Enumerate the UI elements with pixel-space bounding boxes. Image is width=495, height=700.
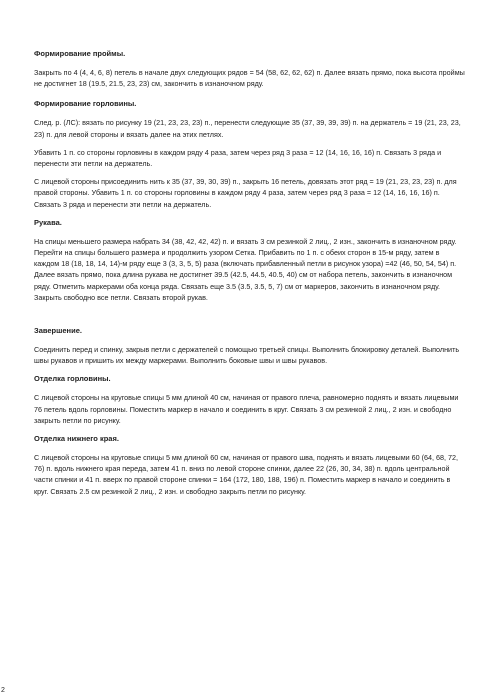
paragraph-neckline-1: След. р. (ЛС): вязать по рисунку 19 (21, 23, 23, 23) п., перенести следующие 35 (37, 39, 39, 39) п. на держатель = 19 (21, 23, 23, 23) п. для левой стороны и вязать далее на этих петлях. — [34, 118, 461, 139]
section-heading-armhole: Формирование проймы. — [34, 49, 126, 58]
paragraph-neckline-2: Убавить 1 п. со стороны горловины в каждом ряду 4 раза, затем через ряд 3 раза = 12 (14, 16, 16, 16) п. Связать 3 ряда и перенести эти петли на держатель. — [34, 147, 442, 169]
section-heading-sleeves: Рукава. — [34, 217, 62, 227]
page-number: 2 — [1, 687, 5, 694]
section-heading-neckline: Формирование горловины. — [34, 99, 137, 109]
section-heading-finishing: Завершение. — [34, 326, 82, 336]
paragraph-armhole: Закрыть по 4 (4, 4, 6, 8) петель в начале двух следующих рядов = 54 (58, 62, 62, 62) п. Далее вязать прямо, пока высота проймы не достигнет 18 (19.5, 21.5, 23, 23) см, закончить в изнаночном ряду. — [34, 68, 465, 89]
section-heading-bottom-trim: Отделка нижнего края. — [34, 434, 119, 444]
document-content — [34, 48, 466, 504]
paragraph-neck-trim: С лицевой стороны на круговые спицы 5 мм длиной 40 см, начиная от правого плеча, равномерно поднять и вязать лицевыми 76 петель вдоль горловины. Поместить маркер в начало и соединить в круг. Связать 3 см резинкой 2 лиц., 2 изн. и свободно закрыть петли по рисунку. — [34, 393, 459, 425]
paragraph-neckline-3: С лицевой стороны присоединить нить к 35 (37, 39, 30, 39) п., закрыть 16 петель, довязать этот ряд = 19 (21, 23, 23, 23) п. для правой стороны. Убавить 1 п. со стороны горловины в каждом ряду 4 раза, затем через ряд 3 раза = 12 (14, 16, 16, 16) п. Связать 3 ряда и перенести эти петли на держатель. — [34, 177, 457, 209]
section-heading-neck-trim: Отделка горловины. — [34, 374, 111, 384]
paragraph-bottom-trim: С лицевой стороны на круговые спицы 5 мм длиной 60 см, начиная от правого шва, поднять и вязать лицевыми 60 (64, 68, 72, 76) п. вдоль нижнего края переда, затем 41 п. вниз по левой стороне спинки, далее 22 (26, 30, 34, 38) п. вдоль центральной части спинки и 41 п. вверх по правой стороне спинки = 164 (172, 180, 188, 196) п. Поместить маркер в начало и соединить в круг. Связать 2.5 см резинкой 2 лиц., 2 изн. и свободно закрыть петли по рисунку. — [34, 453, 459, 496]
paragraph-sleeves: На спицы меньшего размера набрать 34 (38, 42, 42, 42) п. и вязать 3 см резинкой 2 лиц., 2 изн., закончить в изнаночном ряду. Перейти на спицы большего размера и продолжить узором Сетка. Прибавить по 1 п. с обеих сторон в 15-м ряду, затем в каждом 18 (18, 18, 14, 14)-м ряду еще 3 (3, 3, 5, 5) раза (включать прибавленный петли в рисунок узора) =42 (46, 50, 54, 54) п. Далее вязать прямо, пока длина рукава не достигнет 39.5 (42.5, 44.5, 40.5, 40) см от набора петель, закончить в изнаночном ряду. Отметить маркерами оба конца ряда. Связать еще 3.5 (3.5, 3.5, 5, 7) см от маркеров, закончить в изнаночном ряду. Закрыть свободно все петли. Связать второй рукав. — [34, 236, 457, 302]
paragraph-finishing: Соединить перед и спинку, закрыв петли с держателей с помощью третьей спицы. Выполнить блокировку деталей. Выполнить швы рукавов и пришить их между маркерами. Выполнить боковые швы и швы рукавов. — [34, 345, 460, 366]
